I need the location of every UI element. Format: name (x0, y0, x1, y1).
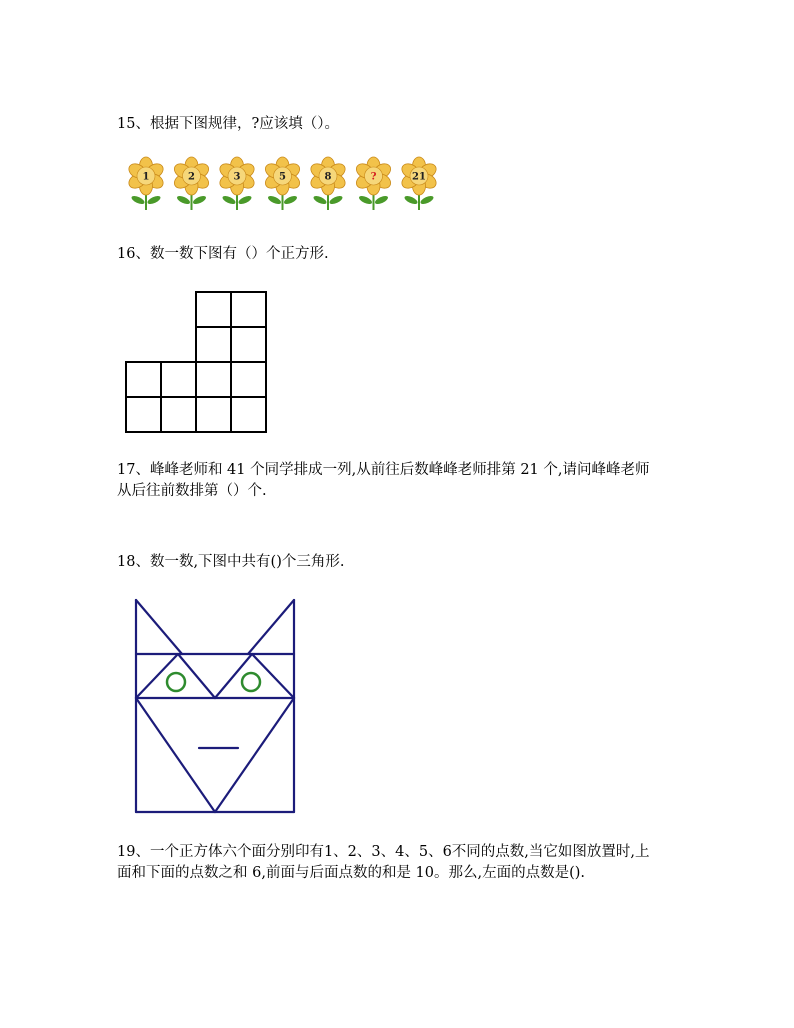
grid-square (231, 362, 266, 397)
flower-item (217, 157, 256, 210)
flower-sequence-figure (120, 152, 450, 214)
flower-leaf (192, 194, 207, 205)
face-right-diagonal (215, 698, 294, 812)
square-grid-figure (120, 286, 270, 436)
left-ear-line (136, 600, 182, 654)
flower-leaf (267, 194, 282, 205)
flower-item (263, 157, 302, 210)
question-15-text: 15、根据下图规律，?应该填（）。 (117, 116, 339, 132)
flower-leaf (419, 194, 434, 205)
flower-item (399, 157, 438, 210)
fox-triangle-figure (128, 594, 303, 819)
flower-leaf (130, 194, 145, 205)
flower-leaf (176, 194, 191, 205)
flower-leaf (221, 194, 236, 205)
flower-number: 8 (324, 171, 332, 183)
grid-square (161, 362, 196, 397)
flower-number: 2 (188, 171, 195, 183)
flower-item (354, 157, 393, 210)
flower-number: 21 (412, 171, 426, 183)
flower-leaf (283, 194, 298, 205)
grid-square (231, 397, 266, 432)
grid-square (196, 397, 231, 432)
flower-item (308, 157, 347, 210)
flower-leaf (146, 194, 161, 205)
grid-square (126, 362, 161, 397)
grid-square (126, 397, 161, 432)
flower-leaf (374, 194, 389, 205)
grid-square (161, 397, 196, 432)
flower-item (126, 157, 165, 210)
right-eye-triangle-left (215, 654, 252, 698)
right-eye-circle (242, 673, 260, 691)
flower-number: ? (370, 171, 377, 183)
question-17-line-2: 从后往前数排第（）个. (117, 483, 267, 499)
flower-leaf (358, 194, 373, 205)
flower-leaf (237, 194, 252, 205)
face-left-diagonal (136, 698, 215, 812)
flower-leaf (328, 194, 343, 205)
question-19-line-2: 面和下面的点数之和 6,前面与后面点数的和是 10。那么,左面的点数是(). (117, 865, 586, 881)
flower-number: 1 (142, 171, 150, 183)
flower-item (172, 157, 211, 210)
grid-square (196, 292, 231, 327)
flower-leaf (312, 194, 327, 205)
question-18-text: 18、数一数,下图中共有()个三角形. (117, 554, 345, 570)
question-19-line-1: 19、一个正方体六个面分别印有1、2、3、4、5、6不同的点数,当它如图放置时,上 (117, 844, 650, 860)
flower-leaf (403, 194, 418, 205)
right-ear-line (248, 600, 294, 654)
flower-number: 3 (233, 171, 241, 183)
left-eye-circle (167, 673, 185, 691)
question-17-line-1: 17、峰峰老师和 41 个同学排成一列,从前往后数峰峰老师排第 21 个,请问峰峰老师 (117, 462, 650, 478)
grid-square (231, 292, 266, 327)
grid-square (196, 327, 231, 362)
left-eye-triangle-left (136, 654, 178, 698)
grid-square (196, 362, 231, 397)
flower-number: 5 (279, 171, 286, 183)
grid-square (231, 327, 266, 362)
question-16-text: 16、数一数下图有（）个正方形. (117, 246, 329, 262)
